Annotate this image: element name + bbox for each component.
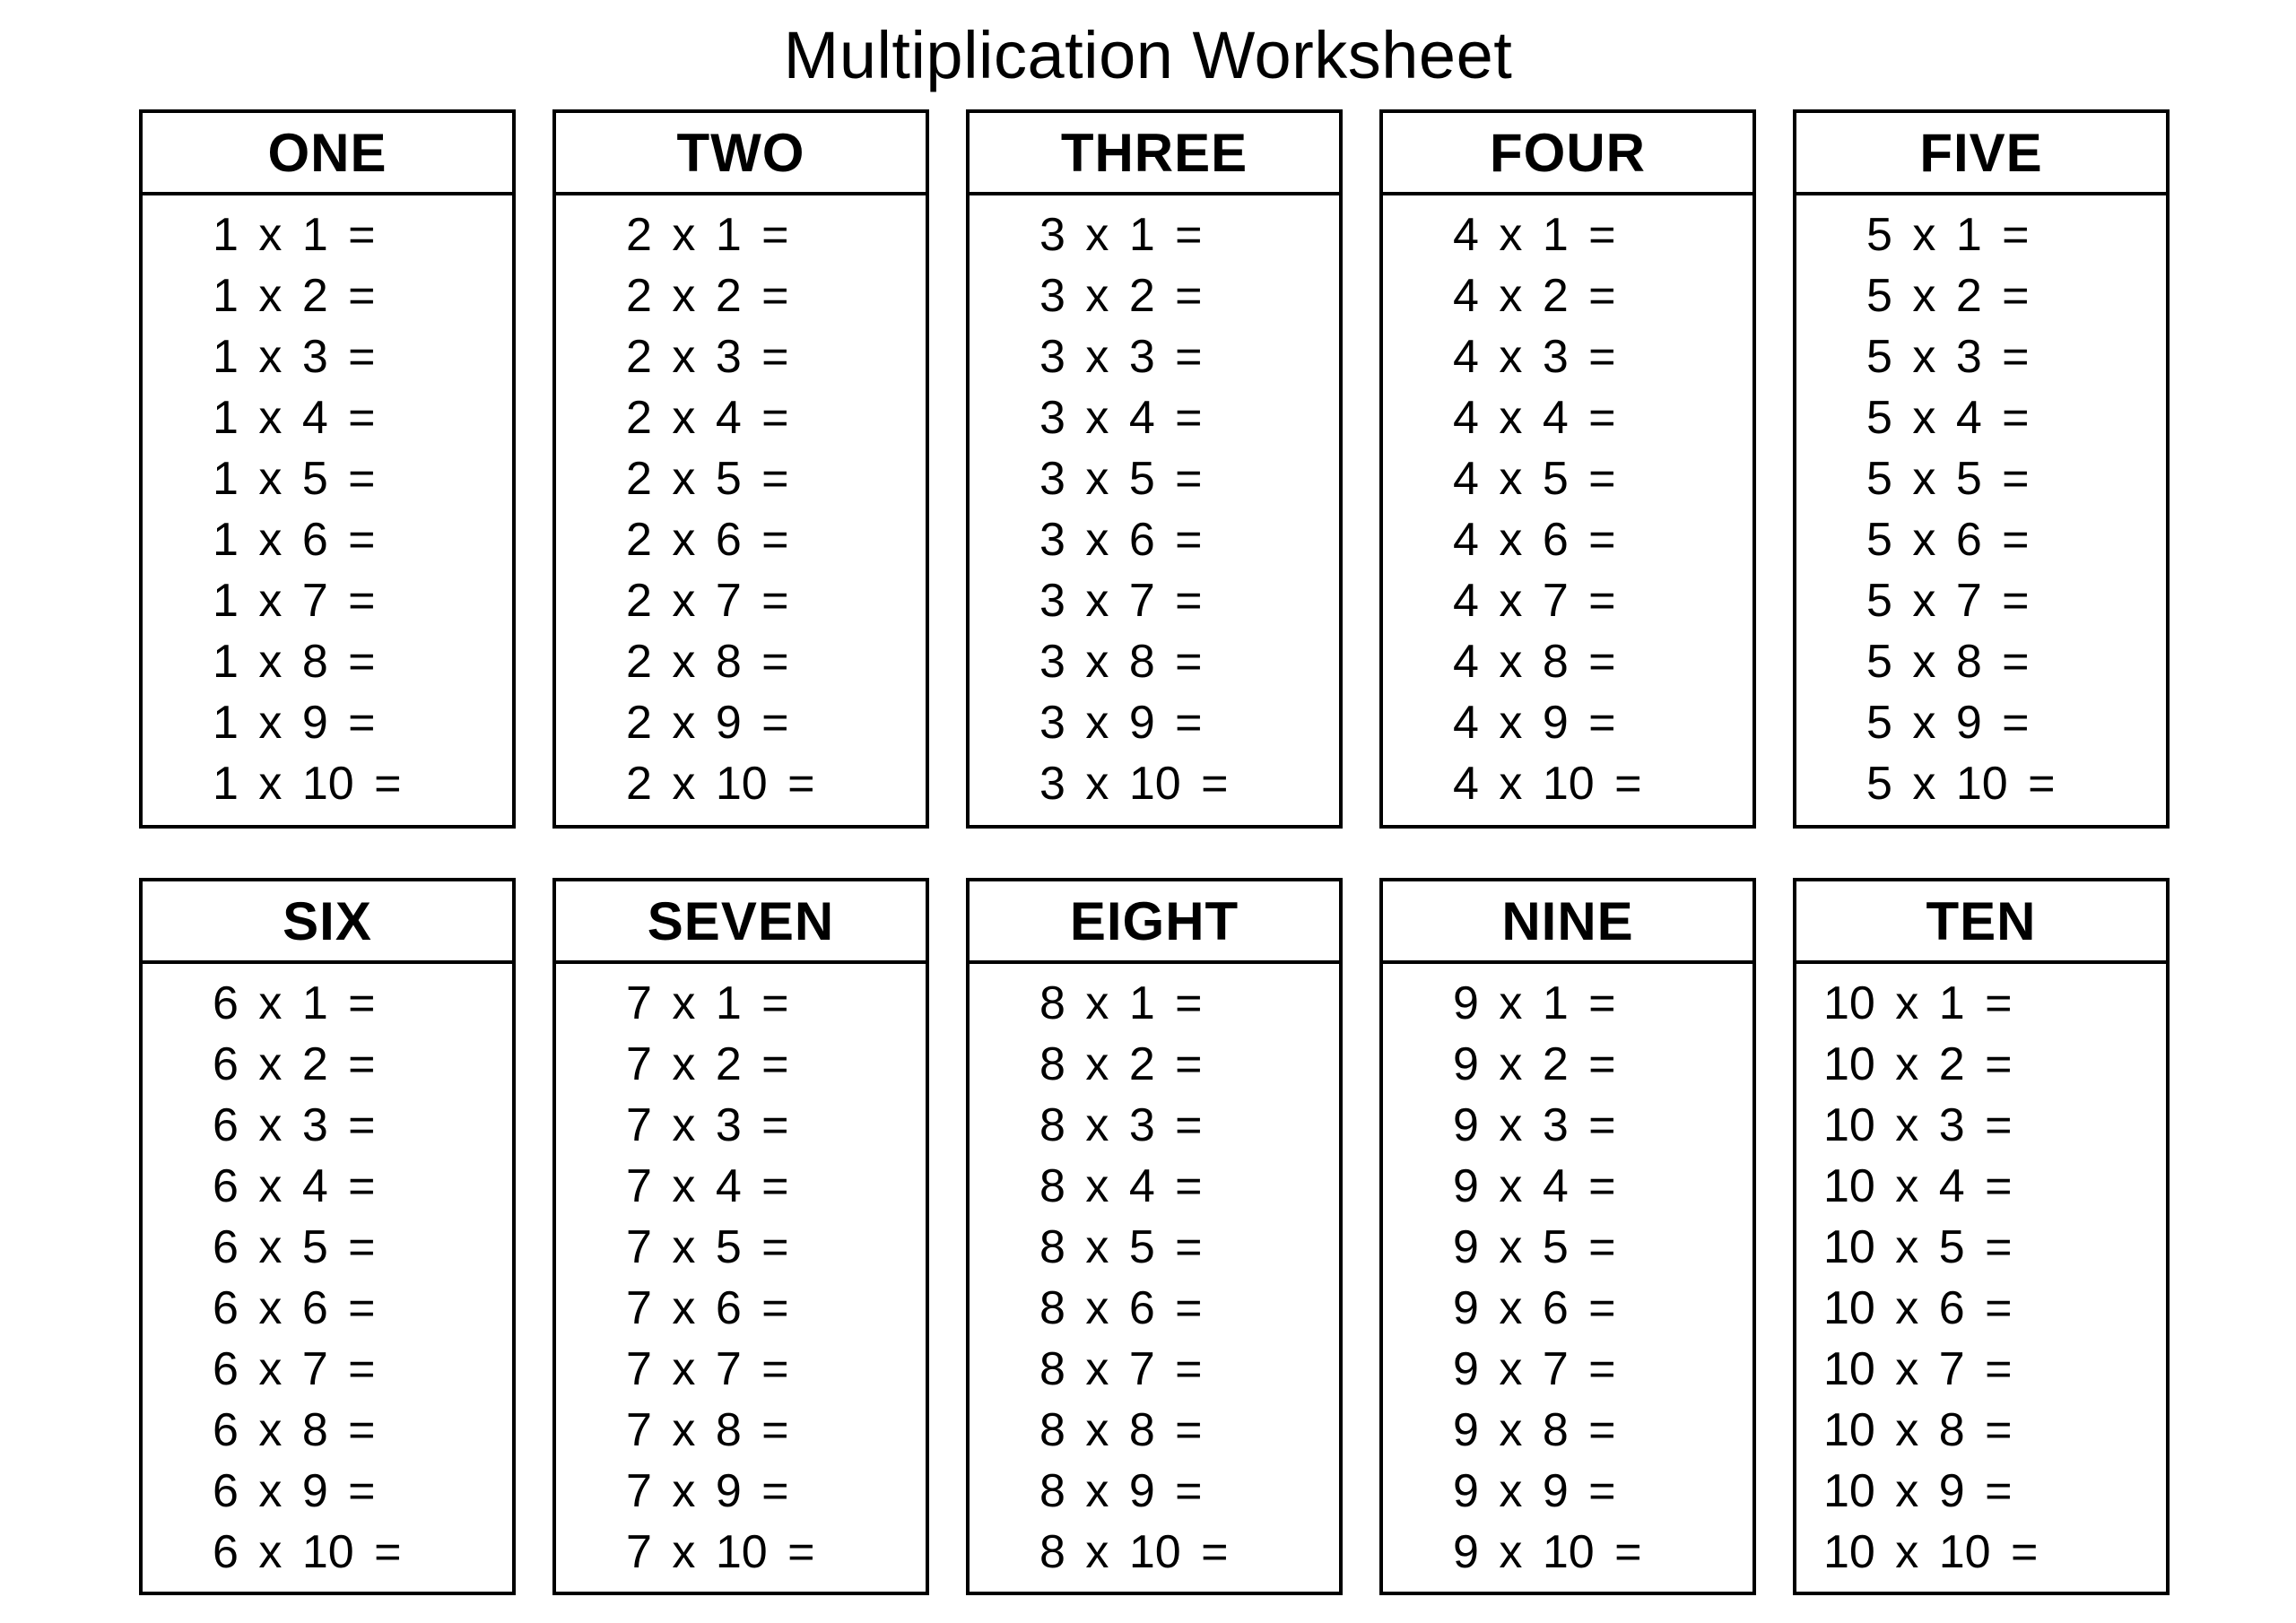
multiplication-table-card	[1379, 878, 1756, 1595]
table-title: FOUR	[1383, 113, 1752, 195]
problem-row: 3 x 7 =	[1039, 575, 1203, 627]
problem-row: 3 x 6 =	[1039, 514, 1203, 566]
problem-list	[970, 195, 1339, 814]
problem-row: 7 x 10 =	[626, 1526, 815, 1578]
problem-row: 9 x 1 =	[1453, 977, 1616, 1029]
problem-row: 9 x 6 =	[1453, 1282, 1616, 1334]
problem-row: 8 x 6 =	[1039, 1282, 1203, 1334]
problem-row: 9 x 5 =	[1453, 1221, 1616, 1273]
problem-row: 2 x 1 =	[626, 209, 789, 261]
table-title: EIGHT	[970, 881, 1339, 964]
problem-row: 6 x 7 =	[213, 1343, 376, 1395]
problem-row: 1 x 7 =	[213, 575, 376, 627]
problem-row: 7 x 1 =	[626, 977, 789, 1029]
problem-row: 9 x 3 =	[1453, 1099, 1616, 1151]
problem-list	[1796, 964, 2166, 1583]
table-title: NINE	[1383, 881, 1752, 964]
problem-row: 8 x 5 =	[1039, 1221, 1203, 1273]
problem-row: 9 x 7 =	[1453, 1343, 1616, 1395]
problem-row: 7 x 4 =	[626, 1160, 789, 1212]
problem-row: 6 x 5 =	[213, 1221, 376, 1273]
problem-row: 2 x 3 =	[626, 331, 789, 383]
problem-row: 6 x 10 =	[213, 1526, 402, 1578]
title-bar	[0, 0, 2296, 109]
problem-row: 4 x 4 =	[1453, 392, 1616, 444]
multiplication-table-card	[966, 109, 1343, 829]
problem-row: 7 x 8 =	[626, 1404, 789, 1456]
problem-row: 4 x 10 =	[1453, 758, 1642, 810]
problem-row: 2 x 6 =	[626, 514, 789, 566]
multiplication-table-card	[1793, 109, 2170, 829]
problem-row: 6 x 9 =	[213, 1465, 376, 1517]
problem-row: 9 x 9 =	[1453, 1465, 1616, 1517]
problem-row: 7 x 7 =	[626, 1343, 789, 1395]
problem-row: 2 x 4 =	[626, 392, 789, 444]
problem-row: 3 x 8 =	[1039, 636, 1203, 688]
problem-row: 1 x 9 =	[213, 697, 376, 749]
problem-row: 8 x 9 =	[1039, 1465, 1203, 1517]
problem-row: 3 x 4 =	[1039, 392, 1203, 444]
problem-row: 3 x 5 =	[1039, 453, 1203, 505]
problem-row: 3 x 9 =	[1039, 697, 1203, 749]
problem-row: 4 x 7 =	[1453, 575, 1616, 627]
problem-row: 3 x 3 =	[1039, 331, 1203, 383]
problem-row: 2 x 5 =	[626, 453, 789, 505]
problem-row: 8 x 8 =	[1039, 1404, 1203, 1456]
problem-row: 9 x 4 =	[1453, 1160, 1616, 1212]
problem-row: 6 x 2 =	[213, 1038, 376, 1090]
problem-row: 10 x 5 =	[1823, 1221, 2013, 1273]
problem-row: 5 x 1 =	[1866, 209, 2030, 261]
problem-row: 1 x 2 =	[213, 270, 376, 322]
page-title: Multiplication Worksheet	[783, 17, 1513, 92]
problem-row: 5 x 8 =	[1866, 636, 2030, 688]
table-title: SEVEN	[556, 881, 926, 964]
multiplication-table-card	[139, 878, 516, 1595]
problem-row: 3 x 2 =	[1039, 270, 1203, 322]
problem-row: 1 x 4 =	[213, 392, 376, 444]
problem-row: 10 x 10 =	[1823, 1526, 2039, 1578]
problem-row: 5 x 10 =	[1866, 758, 2056, 810]
problem-row: 4 x 2 =	[1453, 270, 1616, 322]
problem-row: 5 x 7 =	[1866, 575, 2030, 627]
multiplication-table-card	[1793, 878, 2170, 1595]
problem-row: 4 x 3 =	[1453, 331, 1616, 383]
problem-row: 5 x 6 =	[1866, 514, 2030, 566]
problem-row: 5 x 9 =	[1866, 697, 2030, 749]
table-title: THREE	[970, 113, 1339, 195]
problem-row: 1 x 3 =	[213, 331, 376, 383]
problem-row: 1 x 8 =	[213, 636, 376, 688]
problem-row: 1 x 6 =	[213, 514, 376, 566]
problem-list	[1383, 195, 1752, 814]
problem-row: 4 x 5 =	[1453, 453, 1616, 505]
problem-list	[143, 964, 512, 1583]
problem-row: 2 x 7 =	[626, 575, 789, 627]
multiplication-table-card	[552, 109, 929, 829]
table-title: TEN	[1796, 881, 2166, 964]
table-title: ONE	[143, 113, 512, 195]
table-title: SIX	[143, 881, 512, 964]
problem-row: 1 x 5 =	[213, 453, 376, 505]
worksheet-grid	[139, 109, 2296, 1595]
problem-row: 6 x 1 =	[213, 977, 376, 1029]
problem-list	[970, 964, 1339, 1583]
problem-row: 5 x 4 =	[1866, 392, 2030, 444]
problem-row: 7 x 6 =	[626, 1282, 789, 1334]
problem-row: 10 x 4 =	[1823, 1160, 2013, 1212]
problem-row: 6 x 3 =	[213, 1099, 376, 1151]
problem-row: 10 x 1 =	[1823, 977, 2013, 1029]
problem-row: 10 x 7 =	[1823, 1343, 2013, 1395]
problem-row: 2 x 9 =	[626, 697, 789, 749]
problem-row: 8 x 3 =	[1039, 1099, 1203, 1151]
problem-row: 5 x 3 =	[1866, 331, 2030, 383]
problem-row: 3 x 10 =	[1039, 758, 1229, 810]
problem-row: 4 x 9 =	[1453, 697, 1616, 749]
multiplication-table-card	[139, 109, 516, 829]
problem-row: 8 x 7 =	[1039, 1343, 1203, 1395]
problem-row: 7 x 2 =	[626, 1038, 789, 1090]
problem-list	[556, 195, 926, 814]
table-title: FIVE	[1796, 113, 2166, 195]
problem-row: 2 x 2 =	[626, 270, 789, 322]
problem-list	[556, 964, 926, 1583]
problem-row: 1 x 1 =	[213, 209, 376, 261]
problem-row: 9 x 8 =	[1453, 1404, 1616, 1456]
problem-row: 6 x 8 =	[213, 1404, 376, 1456]
multiplication-table-card	[1379, 109, 1756, 829]
problem-row: 10 x 8 =	[1823, 1404, 2013, 1456]
problem-row: 6 x 6 =	[213, 1282, 376, 1334]
problem-row: 5 x 2 =	[1866, 270, 2030, 322]
table-title: TWO	[556, 113, 926, 195]
problem-row: 7 x 5 =	[626, 1221, 789, 1273]
problem-row: 3 x 1 =	[1039, 209, 1203, 261]
problem-row: 10 x 2 =	[1823, 1038, 2013, 1090]
problem-row: 7 x 3 =	[626, 1099, 789, 1151]
multiplication-table-card	[552, 878, 929, 1595]
problem-row: 4 x 6 =	[1453, 514, 1616, 566]
problem-list	[143, 195, 512, 814]
problem-list	[1383, 964, 1752, 1583]
problem-row: 9 x 10 =	[1453, 1526, 1642, 1578]
problem-row: 2 x 10 =	[626, 758, 815, 810]
problem-row: 8 x 4 =	[1039, 1160, 1203, 1212]
problem-row: 4 x 1 =	[1453, 209, 1616, 261]
problem-row: 10 x 6 =	[1823, 1282, 2013, 1334]
problem-row: 8 x 1 =	[1039, 977, 1203, 1029]
problem-list	[1796, 195, 2166, 814]
problem-row: 9 x 2 =	[1453, 1038, 1616, 1090]
problem-row: 5 x 5 =	[1866, 453, 2030, 505]
problem-row: 6 x 4 =	[213, 1160, 376, 1212]
problem-row: 2 x 8 =	[626, 636, 789, 688]
problem-row: 7 x 9 =	[626, 1465, 789, 1517]
problem-row: 1 x 10 =	[213, 758, 402, 810]
problem-row: 8 x 2 =	[1039, 1038, 1203, 1090]
problem-row: 10 x 9 =	[1823, 1465, 2013, 1517]
problem-row: 8 x 10 =	[1039, 1526, 1229, 1578]
multiplication-table-card	[966, 878, 1343, 1595]
problem-row: 10 x 3 =	[1823, 1099, 2013, 1151]
problem-row: 4 x 8 =	[1453, 636, 1616, 688]
